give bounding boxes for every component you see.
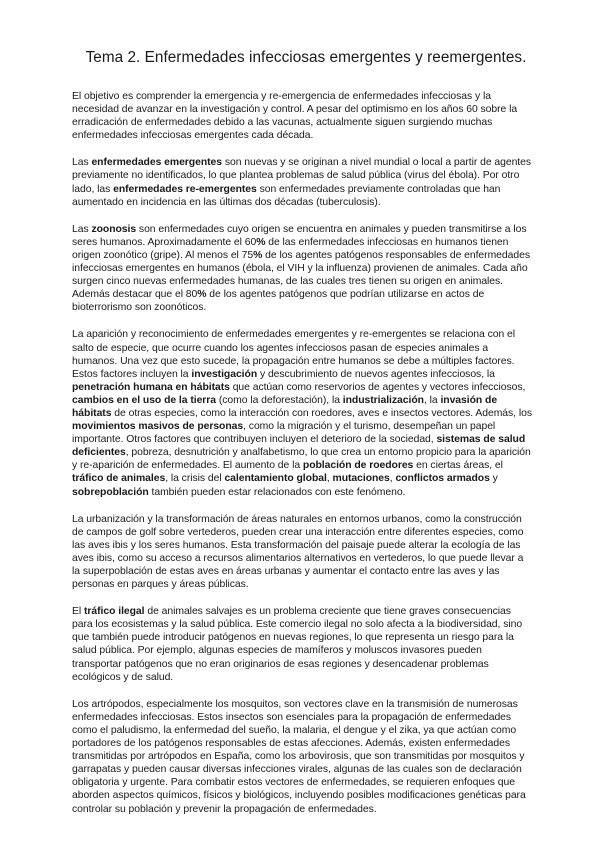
bold-term: % [253, 249, 263, 261]
bold-term: movimientos masivos de personas [72, 421, 244, 433]
paragraph [72, 223, 532, 315]
text-run: son nuevas y se originan a nivel mundial o local a partir de agentes previamente no identificados, lo que plantea problemas de salud pública (virus del ébola). Por otro lado, las [72, 157, 532, 195]
bold-term: zoonosis [91, 223, 137, 235]
paragraph [72, 156, 532, 208]
text-run: y descubrimiento de nuevos agentes infecciosos, la [257, 368, 495, 380]
bold-term: sobrepoblación [72, 486, 149, 498]
bold-term: penetración humana en hábitats [72, 381, 230, 393]
text-run: , la [423, 394, 441, 406]
paragraph [72, 513, 532, 592]
text-run: , [389, 473, 396, 485]
text-run: de los agentes patógenos responsables de enfermedades infecciosas emergentes en humanos (ébola, el VIH y la influenza) provienen de animales. Cada año surgen cinco nuevas enfermedades humanas, de las cuales tres tienen su origen en animales. Además destacar que el 80 [72, 249, 530, 301]
bold-term: población de roedores [302, 460, 414, 472]
text-run: Los artrópodos, especialmente los mosquitos, son vectores clave en la transmisión de numerosas enfermedades infecciosas. Estos insectos son esenciales para la propagación de enfermedades como el paludismo, la enfermedad del sueño, la malaria, el dengue y el zika, ya que actúan como portadores de los patógenos responsables de estas afecciones. Además, existen enfermedades transmitidas por artrópodos en España, como los arbovirosis, que son transmitidas por mosquitos y garrapatas y pueden causar diversas infecciones virales, algunas de las cuales son de declaración obligatoria y urgente. Para combatir estos vectores de enfermedades, se requieren enfoques que aborden aspectos químicos, físicos y biológicos, incluyendo posibles modificaciones genéticas para controlar su población y prevenir la propagación de enfermedades. [72, 698, 526, 815]
bold-term: % [256, 236, 266, 248]
text-run: de otras especies, como la interacción con roedores, aves e insectos vectores. Además, los [111, 407, 532, 419]
paragraph [72, 698, 532, 816]
bold-term: industrialización [342, 394, 424, 406]
paragraph [72, 90, 532, 142]
bold-term: % [197, 289, 207, 301]
text-run: Las [72, 223, 92, 235]
bold-term: enfermedades emergentes [91, 157, 222, 169]
text-run: , pobreza, desnutrición y analfabetismo, lo que crea un entorno propicio para la aparición y re-aparición de enfermedades. El aumento de la [72, 447, 531, 472]
bold-term: calentamiento global [224, 473, 327, 485]
text-run: y [489, 473, 498, 485]
bold-term: invasión de hábitats [72, 394, 498, 419]
bold-term: cambios en el uso de la tierra [72, 394, 217, 406]
text-run: La aparición y reconocimiento de enfermedades emergentes y re-emergentes se relaciona con el salto de especie, que ocurre cuando los agentes infecciosos pasan de especies animales a humanos. Una vez que esto sucede, la propagación entre humanos se debe a múltiples factores. Estos factores incluyen la [72, 329, 516, 380]
bold-term: conflictos armados [395, 473, 490, 485]
text-run: de los agentes patógenos que podrían utilizarse en actos de bioterrorismo son zoonóticos. [72, 289, 485, 314]
text-run: El objetivo es comprender la emergencia y re-emergencia de enfermedades infecciosas y la necesidad de avanzar en la investigación y control. A pesar del optimismo en los años 60 sobre la erradicación de enfermedades debido a las vacunas, actualmente siguen surgiendo muchas enfermedades infecciosas emergentes cada década. [72, 91, 518, 142]
bold-term: mutaciones [332, 473, 390, 485]
bold-term: tráfico ilegal [83, 606, 145, 618]
document-body [72, 90, 532, 816]
text-run: en ciertas áreas, el [413, 460, 503, 472]
text-run: La urbanización y la transformación de áreas naturales en entornos urbanos, como la construcción de campos de golf sobre vertederos, pueden crear una interacción entre diferentes especies, como las aves ibis y los seres humanos. Esta transformación del paisaje puede alterar la ecología de las aves ibis, como su acceso a recursos alimentarios alternativos en vertederos, lo que puede llevar a la superpoblación de estas aves en áreas urbanas y aumentar el contacto entre las aves y las personas en parques y áreas públicas. [72, 513, 524, 591]
bold-term: sistemas de salud deficientes [72, 434, 526, 459]
paragraph [72, 605, 532, 684]
text-run: Las [72, 157, 92, 169]
text-run: también pueden estar relacionados con este fenómeno. [148, 486, 406, 498]
text-run: de animales salvajes es un problema creciente que tiene graves consecuencias para los ecosistemas y la salud pública. Este comercio ilegal no solo afecta a la biodiversidad, sino que también puede introducir patógenos en nuevas regiones, lo que representa un riesgo para la salud pública. Por ejemplo, algunas especies de mamíferos y moluscos invasores pueden transportar patógenos que no eran originarios de esas regiones y desencadenar problemas ecológicos y de salud. [72, 606, 523, 683]
bold-term: enfermedades re-emergentes [113, 183, 257, 195]
paragraph [72, 328, 532, 498]
bold-term: tráfico de animales [72, 473, 166, 485]
text-run: son enfermedades cuyo origen se encuentra en animales y pueden transmitirse a los seres humanos. Aproximadamente el 60 [72, 223, 527, 248]
page-title: Tema 2. Enfermedades infecciosas emergentes y reemergentes. [85, 49, 527, 66]
text-run: son enfermedades previamente controladas que han aumentado en incidencia en las últimas dos décadas (tuberculosis). [72, 183, 501, 208]
text-run: , la crisis del [165, 473, 225, 485]
text-run: de las enfermedades infecciosas en humanos tienen origen zoonótico (gripe). Al menos el 75 [72, 236, 509, 261]
document-page [72, 48, 532, 830]
text-run: (como la deforestación), la [216, 394, 343, 406]
text-run: , como la migración y el turismo, desempeñan un papel importante. Otros factores que contribuyen incluyen el deterioro de la sociedad, [72, 421, 496, 446]
text-run: El [72, 606, 84, 618]
text-run: que actúan como reservorios de agentes y vectores infecciosos, [229, 381, 526, 393]
bold-term: investigación [191, 368, 258, 380]
text-run: , [326, 473, 333, 485]
